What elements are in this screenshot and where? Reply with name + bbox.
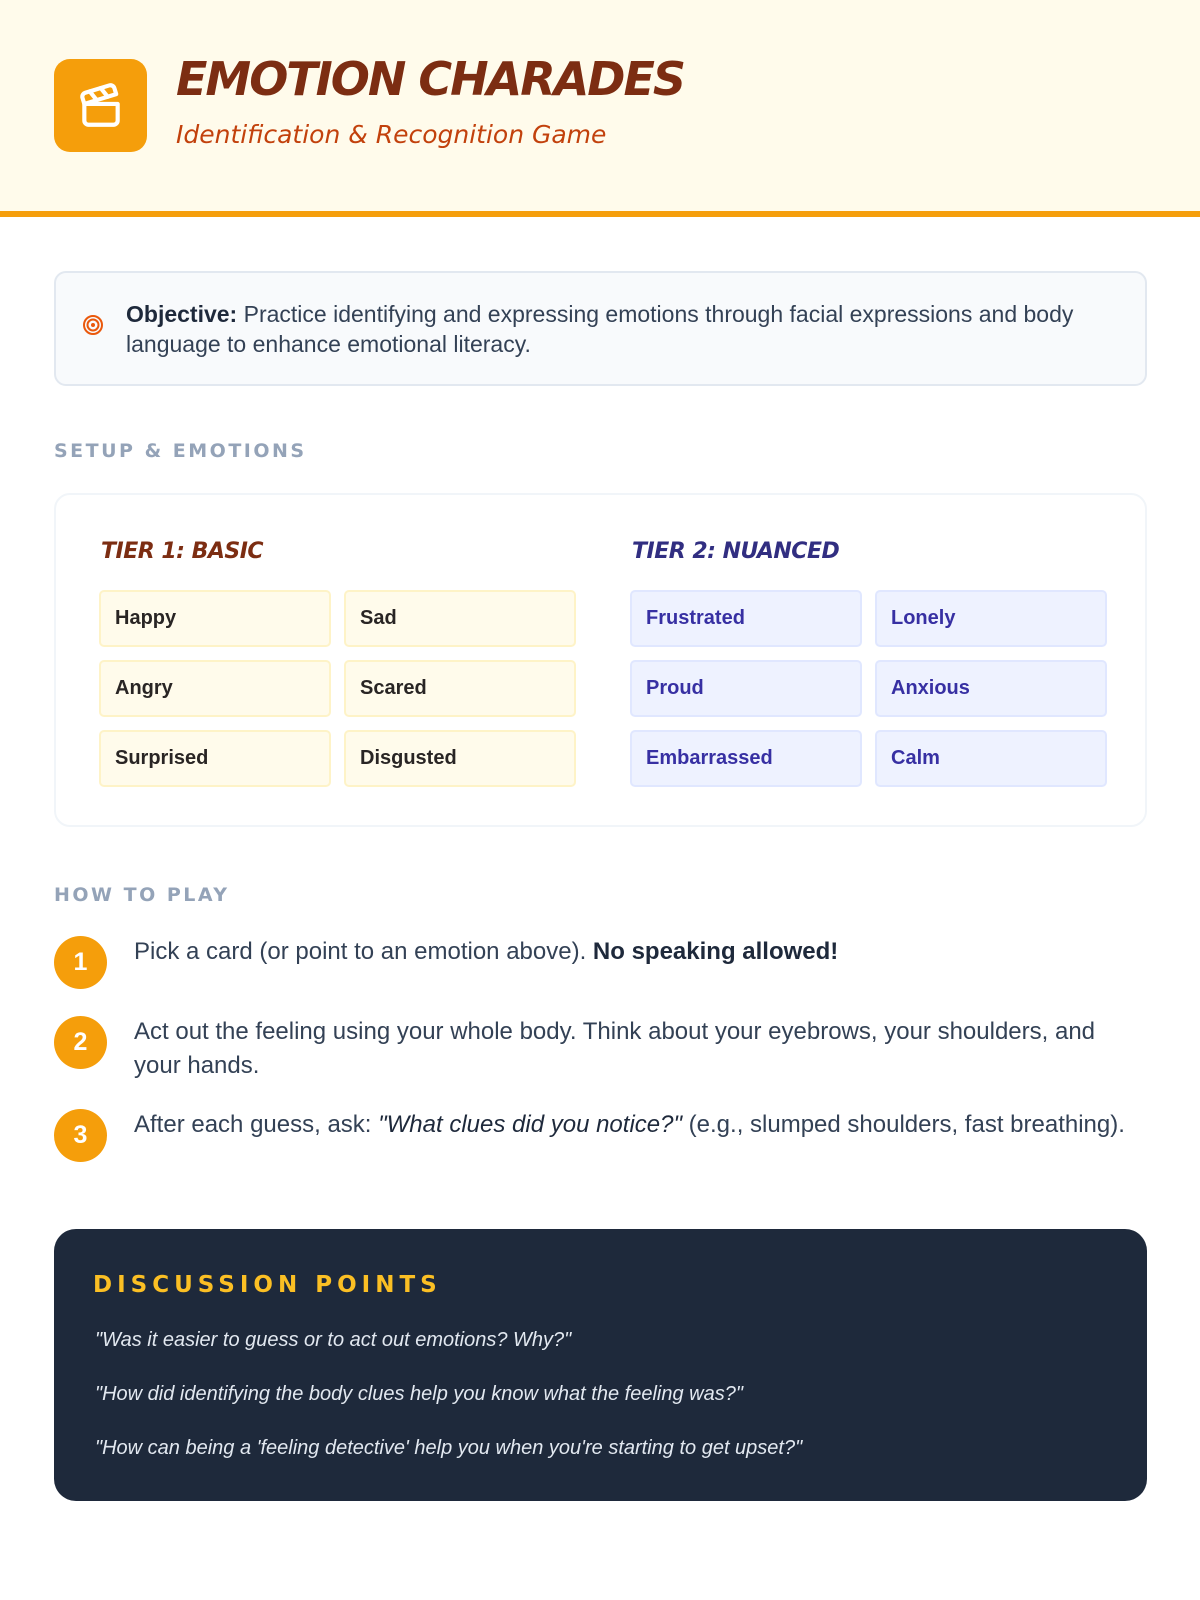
step-quote: "What clues did you notice?"	[378, 1111, 682, 1138]
emotion-chip-tier2: Frustrated	[630, 590, 862, 647]
tier1-label: TIER 1: BASIC	[101, 539, 264, 564]
step-text-part: (e.g., slumped shoulders, fast breathing).	[682, 1111, 1125, 1138]
page-header	[0, 0, 1200, 217]
step-text-part: After each guess, ask:	[134, 1111, 379, 1138]
step-number: 3	[54, 1109, 107, 1162]
discussion-question: "Was it easier to guess or to act out emotions? Why?"	[95, 1329, 572, 1351]
page-subtitle: Identification & Recognition Game	[176, 120, 607, 149]
emotion-chip-tier1: Sad	[344, 590, 576, 647]
step-number: 2	[54, 1016, 107, 1069]
step-emphasis: No speaking allowed!	[592, 938, 839, 965]
step-number: 1	[54, 936, 107, 989]
emotion-chip-tier2: Proud	[630, 660, 862, 717]
emotion-chip-tier2: Calm	[875, 730, 1107, 787]
how-to-play-section-label: HOW TO PLAY	[54, 884, 230, 906]
step-text-part: Pick a card (or point to an emotion above).	[134, 938, 593, 965]
emotion-chip-tier1: Surprised	[99, 730, 331, 787]
clapperboard-icon	[54, 59, 147, 152]
objective-text	[126, 299, 1126, 359]
step-text	[134, 935, 1144, 969]
emotion-chip-tier2: Anxious	[875, 660, 1107, 717]
objective-box	[54, 271, 1147, 386]
emotion-chip-tier1: Disgusted	[344, 730, 576, 787]
tier2-label: TIER 2: NUANCED	[632, 539, 840, 564]
objective-label: Objective:	[126, 301, 238, 327]
emotion-chip-tier2: Lonely	[875, 590, 1107, 647]
emotion-chip-tier1: Angry	[99, 660, 331, 717]
discussion-question: "How can being a 'feeling detective' help you when you're starting to get upset?"	[95, 1437, 803, 1459]
discussion-question: "How did identifying the body clues help you know what the feeling was?"	[95, 1383, 743, 1405]
page-title: EMOTION CHARADES	[176, 52, 685, 106]
objective-description: Practice identifying and expressing emotions through facial expressions and body language to enhance emotional literacy.	[126, 301, 1074, 357]
emotion-chip-tier1: Happy	[99, 590, 331, 647]
setup-section-label: SETUP & EMOTIONS	[54, 440, 307, 462]
discussion-heading: DISCUSSION POINTS	[93, 1272, 442, 1298]
target-icon	[82, 314, 104, 336]
emotion-chip-tier1: Scared	[344, 660, 576, 717]
emotion-chip-tier2: Embarrassed	[630, 730, 862, 787]
emotions-card	[54, 493, 1147, 827]
discussion-panel	[54, 1229, 1147, 1501]
step-text: Act out the feeling using your whole body. Think about your eyebrows, your shoulders, and your hands.	[134, 1018, 1096, 1079]
step-text	[134, 1108, 1144, 1142]
